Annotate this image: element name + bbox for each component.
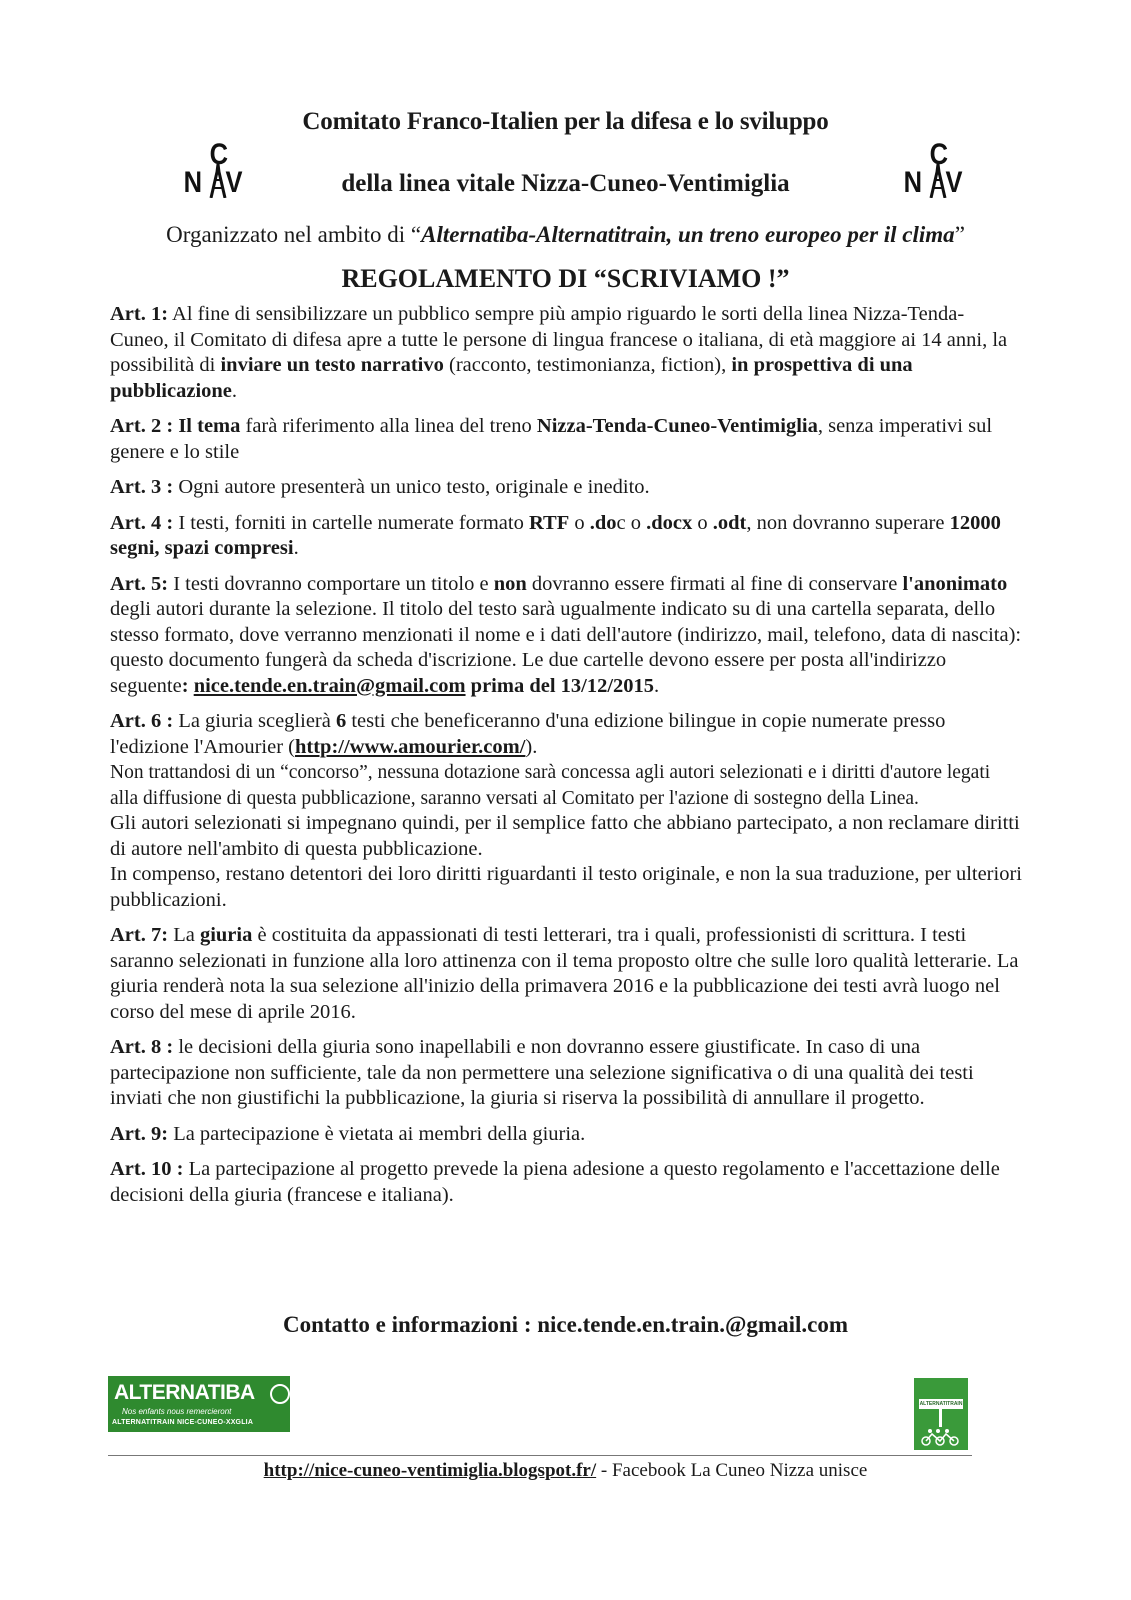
article-1: Art. 1: Al fine di sensibilizzare un pubblico sempre più ampio riguardo le sorti della linea Nizza-Tenda-Cuneo, il Comitato di difesa apre a tutte le persone di lingua francese o italiana, di età maggiore ai 14 anni, la possibilità di inviare un testo narrativo (racconto, testimonianza, fiction), in prospettiva di una pubblicazione. <box>110 303 1008 402</box>
article-6-paragraph-3: Gli autori selezionati si impegnano quindi, per il semplice fatto che abbiano partecipato, a non reclamare diritti di autore nell'ambito di questa pubblicazione. <box>110 812 1020 860</box>
regulation-title: REGOLAMENTO DI “SCRIVIAMO !” <box>341 264 790 293</box>
alternatitrain-logo <box>914 1378 968 1450</box>
article-7: Art. 7: La giuria è costituita da appassionati di testi letterari, tra i quali, professionisti di scrittura. I testi saranno selezionati in funzione alla loro attinenza con il tema proposto oltre che sulle loro qualità letterarie. La giuria renderà nota la sua selezione all'inizio della primavera 2016 e la pubblicazione dei testi avrà luogo nel corso del mese di aprile 2016. <box>110 924 1019 1023</box>
article-5: Art. 5: I testi dovranno comportare un titolo e non dovranno essere firmati al fine di conservare l'anonimato degli autori durante la selezione. Il titolo del testo sarà ugualmente indicato su di una cartella separata, dello stesso formato, dove verranno menzionati il nome e i dati dell'autore (indirizzo, mail, telefono, data di nascita): questo documento fungerà da scheda d'iscrizione. Le due cartelle devono essere per posta all'indirizzo seguente: nice.tende.en.train@gmail.com prima del 13/12/2015. <box>110 572 1022 697</box>
cnv-logo-icon: C N V <box>903 138 963 199</box>
regulation-body <box>110 302 1022 1218</box>
article-6-paragraph-4: In compenso, restano detentori dei loro diritti riguardanti il testo originale, e non la sua traduzione, per ulteriori pubblicazioni. <box>110 863 1022 911</box>
header-line-2: della linea vitale Nizza-Cuneo-Ventimiglia <box>341 170 790 197</box>
article-2: Art. 2 : Il tema farà riferimento alla linea del treno Nizza-Tenda-Cuneo-Ventimiglia, senza imperativi sul genere e lo stile <box>110 415 993 463</box>
alternatiba-logo: ALTERNATIBA Nos enfants nous remercieront ALTERNATITRAIN NICE-CUNEO-XXGLIA <box>108 1376 290 1432</box>
article-9: Art. 9: La partecipazione è vietata ai membri della giuria. <box>110 1122 586 1145</box>
cyclists-icon <box>920 1428 962 1446</box>
signpost-icon: ALTERNATITRAIN <box>919 1401 963 1407</box>
article-6: Art. 6 : La giuria sceglierà 6 testi che beneficeranno d'una edizione bilingue in copie numerate presso l'edizione l'Amourier (http://www.amourier.com/). Non trattandosi di un “concorso”, nessuna dotazione sarà concessa agli autori selezionati e i diritti d'autore legati alla diffusione di questa pubblicazione, saranno versati al Comitato per l'azione di sostegno della Linea. Gli autori selezionati si impegnano quindi, per il semplice fatto che abbiano partecipato, a non reclamare diritti di autore nell'ambito di questa pubblicazione. In compenso, restano detentori dei loro diritti riguardanti il testo originale, e non la sua traduzione, per ulteriori pubblicazioni. <box>110 709 1022 913</box>
house-icon <box>270 1384 290 1404</box>
article-6-paragraph-2: Non trattandosi di un “concorso”, nessuna dotazione sarà concessa agli autori selezionati e i diritti d'autore legati alla diffusione di questa pubblicazione, saranno versati al Comitato per l'azione di sostegno della Linea. <box>110 762 991 809</box>
footer-divider <box>108 1455 972 1456</box>
amourier-link[interactable]: http://www.amourier.com/ <box>295 735 526 758</box>
article-3: Art. 3 : Ogni autore presenterà un unico testo, originale e inedito. <box>110 476 650 498</box>
article-8: Art. 8 : le decisioni della giuria sono inapellabili e non dovranno essere giustificate. In caso di una partecipazione non sufficiente, tale da non permettere una selezione significativa o di una qualità dei testi inviati che non giustifichi la pubblicazione, la giuria si riserva la possibilità di annullare il progetto. <box>110 1036 974 1109</box>
footer: http://nice-cuneo-ventimiglia.blogspot.fr/ - Facebook La Cuneo Nizza unisce <box>263 1460 868 1481</box>
email-link[interactable]: nice.tende.en.train@gmail.com <box>193 674 466 697</box>
cnv-logo-icon: C N V <box>183 138 243 199</box>
organized-emphasis: Alternatiba-Alternatitrain, un treno europeo per il clima <box>421 222 955 247</box>
article-10: Art. 10 : La partecipazione al progetto prevede la piena adesione a questo regolamento e l'accettazione delle decisioni della giuria (francese e italiana). <box>110 1158 1000 1206</box>
article-4: Art. 4 : I testi, forniti in cartelle numerate formato RTF o .doc o .docx o .odt, non dovranno superare 12000 segni, spazi compresi. <box>110 511 1001 559</box>
blog-link[interactable]: http://nice-cuneo-ventimiglia.blogspot.fr/ <box>263 1460 597 1481</box>
header-line-1: Comitato Franco-Italien per la difesa e lo sviluppo <box>302 108 829 135</box>
contact-line: Contatto e informazioni : nice.tende.en.train.@gmail.com <box>283 1312 848 1337</box>
organized-line: Organizzato nel ambito di “Alternatiba-Alternatitrain, un treno europeo per il clima” <box>166 222 965 247</box>
